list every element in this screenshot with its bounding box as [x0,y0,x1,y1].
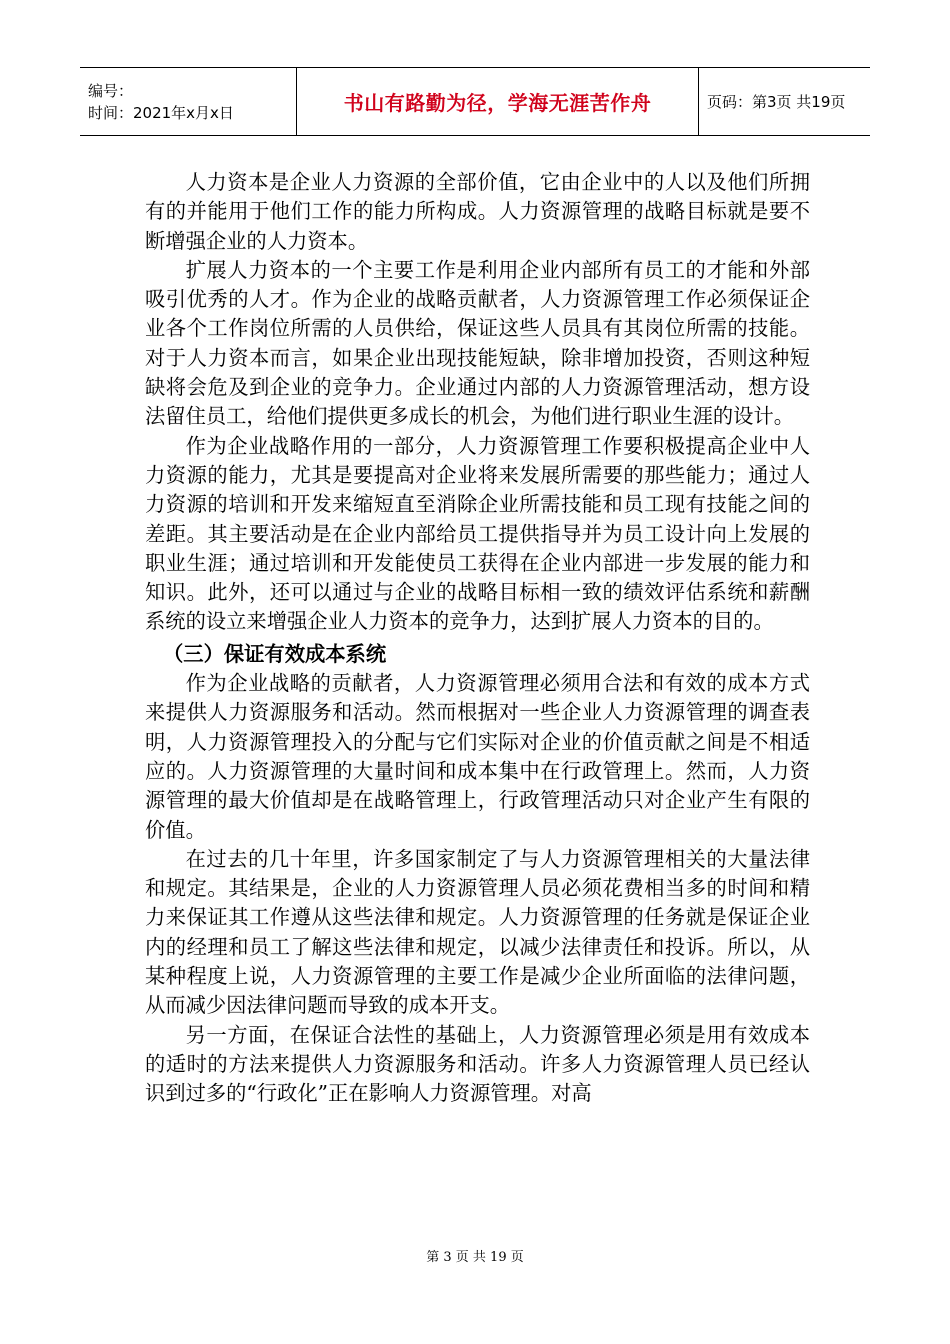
paragraph: 另一方面，在保证合法性的基础上，人力资源管理必须是用有效成本的适时的方法来提供人力资源服务和活动。许多人力资源管理人员已经认识到过多的“行政化”正在影响人力资源管理。对高 [145,1022,810,1106]
document-body [145,168,810,1109]
section-heading: （三）保证有效成本系统 [163,641,387,666]
header-page-info: 页码：第3页 共19页 [707,93,846,111]
header-meta-cell [80,68,297,136]
header-motto-cell [297,68,699,136]
paragraph: 作为企业战略的贡献者，人力资源管理必须用合法和有效的成本方式来提供人力资源服务和活动。然而根据对一些企业人力资源管理的调查表明，人力资源管理投入的分配与它们实际对企业的价值贡献之间是不相适应的。人力资源管理的大量时间和成本集中在行政管理上。然而，人力资源管理的最大价值却是在战略管理上，行政管理活动只对企业产生有限的价值。 [145,671,810,842]
document-header [80,67,870,136]
header-page-cell [699,68,871,136]
header-motto: 书山有路勤为径，学海无涯苦作舟 [343,91,652,115]
paragraph: 在过去的几十年里，许多国家制定了与人力资源管理相关的大量法律和规定。其结果是，企业的人力资源管理人员必须花费相当多的时间和精力来保证其工作遵从这些法律和规定。人力资源管理的任务就是保证企业内的经理和员工了解这些法律和规定，以减少法律责任和投诉。所以，从某种程度上说，人力资源管理的主要工作是减少企业所面临的法律问题，从而减少因法律问题而导致的成本开支。 [145,846,810,1018]
page-footer [0,1246,950,1265]
document-number-label: 编号： [88,81,134,100]
paragraph: 作为企业战略作用的一部分，人力资源管理工作要积极提高企业中人力资源的能力，尤其是要提高对企业将来发展所需要的那些能力；通过人力资源的培训和开发来缩短直至消除企业所需技能和员工现有技能之间的差距。其主要活动是在企业内部给员工提供指导并为员工设计向上发展的职业生涯；通过培训和开发能使员工获得在企业内部进一步发展的能力和知识。此外，还可以通过与企业的战略目标相一致的绩效评估系统和薪酬系统的设立来增强企业人力资本的竞争力，达到扩展人力资本的目的。 [145,433,810,634]
paragraph: 人力资本是企业人力资源的全部价值，它由企业中的人以及他们所拥有的并能用于他们工作的能力所构成。人力资源管理的战略目标就是要不断增强企业的人力资本。 [145,170,810,253]
footer-page-number: 第 3 页 共 19 页 [426,1250,524,1265]
document-time-label: 时间：2021年x月x日 [88,103,234,122]
paragraph: 扩展人力资本的一个主要工作是利用企业内部所有员工的才能和外部吸引优秀的人才。作为企业的战略贡献者，人力资源管理工作必须保证企业各个工作岗位所需的人员供给，保证这些人员具有其岗位所需的技能。对于人力资本而言，如果企业出现技能短缺，除非增加投资，否则这种短缺将会危及到企业的竞争力。企业通过内部的人力资源管理活动，想方设法留住员工，给他们提供更多成长的机会，为他们进行职业生涯的设计。 [145,257,810,429]
